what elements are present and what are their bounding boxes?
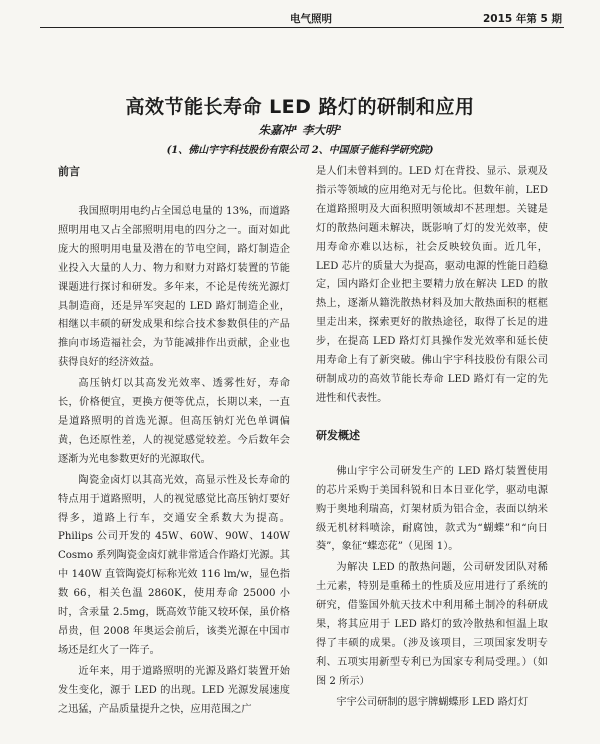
- section-heading-preface: 前言: [58, 165, 80, 178]
- paragraph: 高压钠灯以其高发光效率、透雾性好，寿命长，价格便宜，更换方便等优点，长期以来，一直是道路照明的首选光源。但高压钠灯光色单调偏黄，色还原性差，人的视觉感觉较差。今后数年会逐渐为光电参数更好的光源取代。: [58, 378, 290, 465]
- authors: 朱嘉冲¹ 李大明²: [258, 123, 342, 137]
- section-heading-overview: 研发概述: [316, 428, 360, 442]
- header-rule: [40, 27, 564, 28]
- issue-number: 2015 年第 5 期: [483, 13, 562, 25]
- paragraph: 陶瓷金卤灯以其高光效，高显示性及长寿命的特点用于道路照明，人的视觉感觉比高压钠灯要好得多，道路上行车，交通安全系数大为提高。Philips 公司开发的 45W、60W、90W、140W Cosmo 系列陶瓷金卤灯就非常适合作路灯光源。其中 140W 直管陶瓷灯标称光效 116 lm/w，显色指数 66，相关色温 2860K，使用寿命 25000 小时，含汞量 2.5mg，既高效节能又较环保，虽价格昂贵，但 2008 年奥运会前后，该类光源在中国市场还是红火了一阵子。: [58, 474, 290, 656]
- article-title: 高效节能长寿命 LED 路灯的研制和应用: [125, 96, 475, 118]
- paragraph: 近年来，用于道路照明的光源及路灯装置开始发生变化，源于 LED 的出现。LED 光源发展速度之迅猛，产品质量提升之快，应用范围之广: [58, 665, 290, 715]
- paragraph: 佛山宇宇公司研发生产的 LED 路灯装置使用的芯片采购于美国科锐和日本日亚化学，驱动电源购于奥地利瑞高，灯架材质为铝合金，表面以纳米级无机材料喷涂，耐腐蚀，款式为“蝴蝶”和“向日葵”，象征“蝶恋花”（见图 1）。: [316, 465, 548, 553]
- paragraph: 为解决 LED 的散热问题，公司研发团队对稀土元素，特别是重稀土的性质及应用进行了系统的研究，借鉴国外航天技术中利用稀土制冷的科研成果，将其应用于 LED 路灯的致冷散热和恒温上取得了丰硕的成果。（涉及该项目，三项国家发明专利、五项实用新型专利已为国家专利局受理。）（如图 2 所示）: [316, 562, 548, 687]
- paragraph: 宇宇公司研制的恩宇牌蝴蝶形 LED 路灯灯: [336, 696, 529, 708]
- running-header: [0, 0, 600, 28]
- affiliations: (1、佛山宇宇科技股份有限公司 2、中国原子能科学研究院): [166, 145, 434, 156]
- left-column: [58, 163, 290, 719]
- paragraph-continuation: 是人们未曾料到的。LED 灯在背投、显示、景观及指示等领域的应用绝对无与伦比。但数年前，LED 在道路照明及大面积照明领域却不甚理想。关键是灯的散热问题未解决，既影响了灯的发光效率，使用寿命亦难以达标，社会反映较负面。近几年，LED 芯片的质量大为提高，驱动电源的性能日趋稳定，国内路灯企业把主要精力放在解决 LED 的散热上，逐渐从籍洗散热材料及加大散热面积的框框里走出来，探索更好的散热途径，取得了长足的进步，在提高 LED 路灯灯具操作发光效率和延长使用寿命上有了新突破。佛山宇宇科技股份有限公司研制成功的高效节能长寿命 LED 路灯有一定的先进性和代表性。: [316, 166, 548, 404]
- journal-name: 电气照明: [290, 13, 332, 25]
- right-column: [316, 163, 548, 713]
- paragraph: 我国照明用电约占全国总电量的 13%，而道路照明用电又占全部照明用电的四分之一。面对如此庞大的照明用电量及潜在的节电空间，路灯制造企业投入大量的人力、物力和财力对路灯装置的节能课题进行探讨和研发。多年来，不论是传统光源灯具制造商，还是异军突起的 LED 路灯制造企业，相继以丰硕的研发成果和综合技术参数俱佳的产品推向市场造福社会，为节能减排作出贡献，企业也获得良好的经济效益。: [58, 206, 290, 369]
